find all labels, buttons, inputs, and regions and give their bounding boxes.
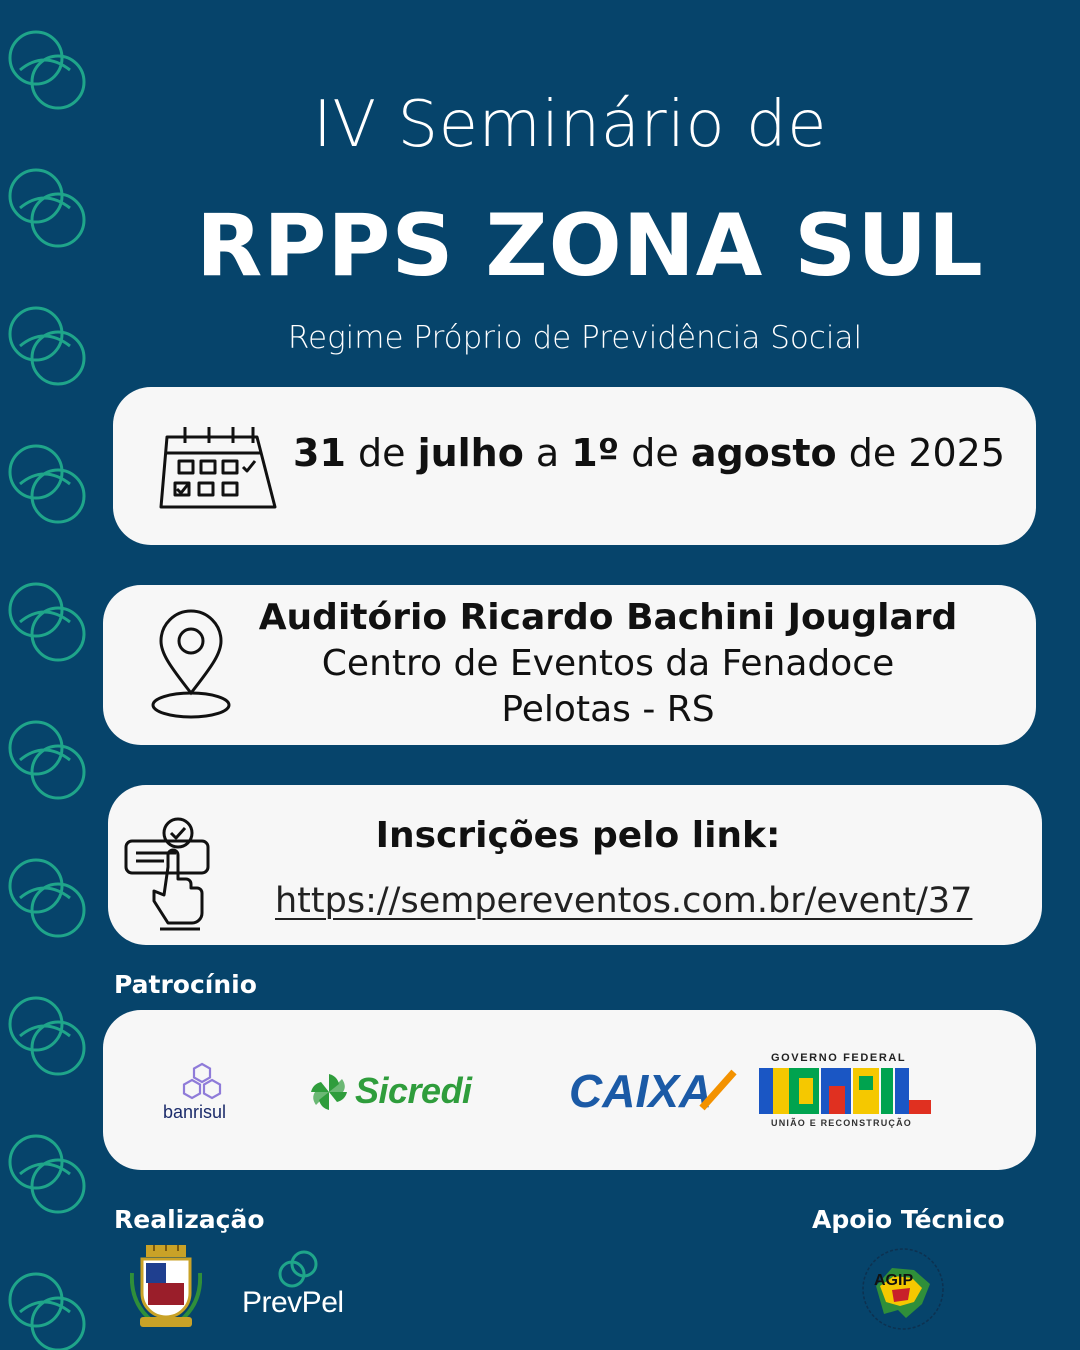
brasil-logo	[759, 1068, 931, 1114]
realizacao-label: Realização	[114, 1205, 265, 1234]
subtitle: Regime Próprio de Previdência Social	[287, 320, 863, 356]
prevpel-logo: PrevPel	[242, 1286, 344, 1319]
venue-address	[253, 595, 963, 733]
caixa-logo: CAIXA	[569, 1065, 713, 1117]
banrisul-logo-icon	[181, 1062, 223, 1100]
sponsors-card	[103, 1010, 1036, 1170]
apoio-label: Apoio Técnico	[812, 1205, 1005, 1234]
event-date	[293, 431, 1005, 475]
registration-label: Inscrições pelo link:	[375, 815, 781, 856]
date-word: de	[345, 431, 418, 475]
sponsors-label: Patrocínio	[114, 970, 257, 999]
prevpel-logo-icon	[276, 1250, 320, 1290]
sicredi-logo: Sicredi	[355, 1070, 472, 1111]
venue-name: Auditório Ricardo Bachini Jouglard	[258, 597, 958, 638]
date-day-start: 31	[293, 431, 346, 475]
caixa-x-accent-icon	[698, 1068, 738, 1112]
date-month-start: julho	[417, 431, 524, 475]
agip-logo-text: AGIP	[874, 1272, 914, 1289]
gov-slogan: UNIÃO E RECONSTRUÇÃO	[771, 1118, 913, 1128]
date-word: a	[523, 431, 572, 475]
venue-center: Centro de Eventos da Fenadoce	[321, 643, 895, 684]
sicredi-logo-icon	[309, 1072, 349, 1112]
page-title: RPPS ZONA SUL	[196, 196, 984, 296]
municipal-coat-of-arms-icon	[130, 1243, 202, 1329]
gov-federal-label: GOVERNO FEDERAL	[771, 1052, 907, 1064]
date-month-end: agosto	[690, 431, 837, 475]
registration-card	[108, 785, 1042, 945]
venue-city: Pelotas - RS	[501, 689, 715, 730]
calendar-icon	[157, 423, 277, 511]
location-card	[103, 585, 1036, 745]
date-year: de 2025	[836, 431, 1006, 475]
date-day-end: 1º	[571, 431, 620, 475]
registration-link[interactable]: https://sempereventos.com.br/event/37	[275, 881, 973, 921]
banrisul-logo: banrisul	[163, 1102, 227, 1122]
date-word: de	[619, 431, 691, 475]
location-pin-icon	[149, 609, 233, 721]
title-line1: IV Seminário de	[313, 88, 827, 162]
date-card	[113, 387, 1036, 545]
